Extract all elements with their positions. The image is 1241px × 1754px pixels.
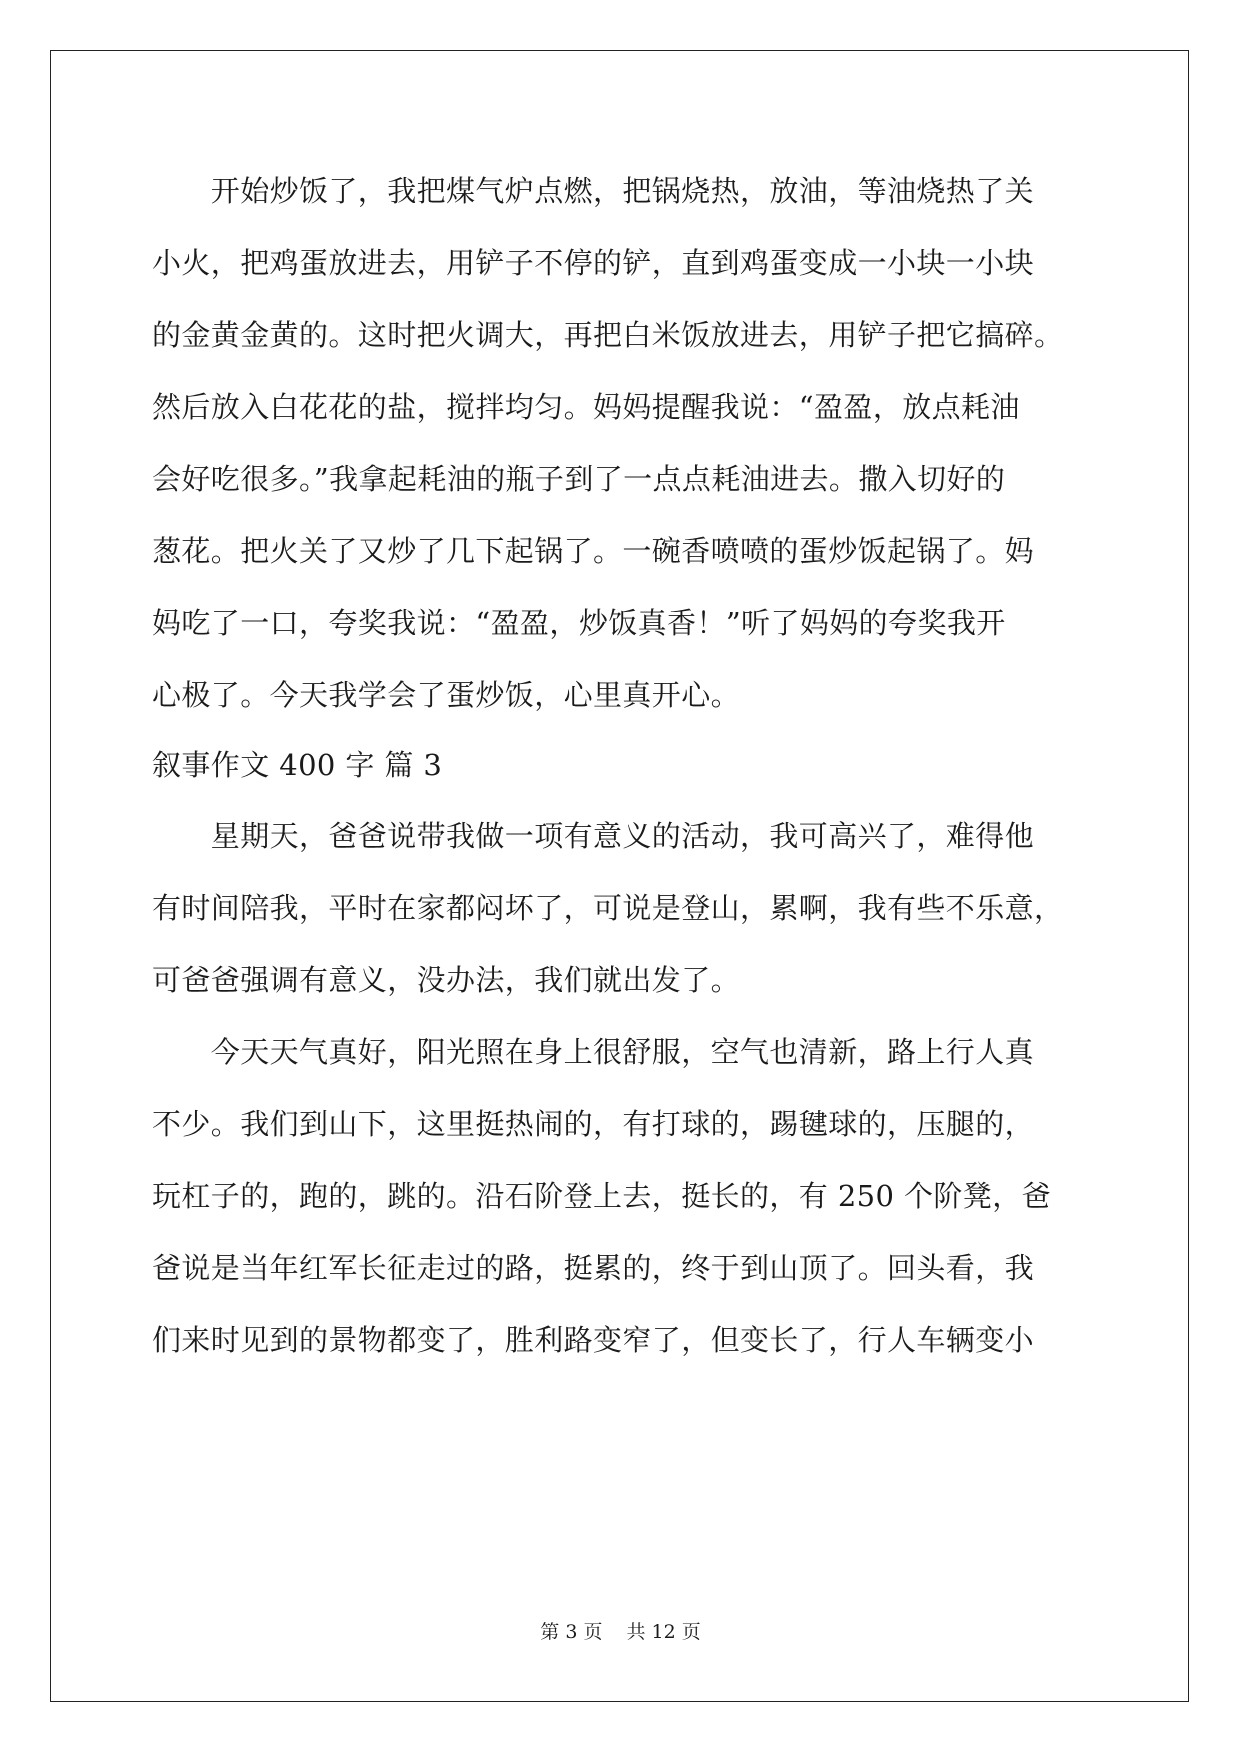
text-line: 小火，把鸡蛋放进去，用铲子不停的铲，直到鸡蛋变成一小块一小块 <box>152 246 1035 280</box>
text-line: 会好吃很多。”我拿起耗油的瓶子到了一点点耗油进去。撒入切好的 <box>152 462 1006 496</box>
text-line: 有时间陪我，平时在家都闷坏了，可说是登山，累啊，我有些不乐意， <box>152 891 1064 925</box>
section-heading: 叙事作文 400 字 篇 3 <box>152 748 443 782</box>
page-footer <box>0 1620 1241 1644</box>
text-line: 玩杠子的，跑的，跳的。沿石阶登上去，挺长的，有 250 个阶凳，爸 <box>152 1179 1051 1213</box>
page-number: 第 3 页 <box>540 1621 603 1643</box>
text-line: 心极了。今天我学会了蛋炒饭，心里真开心。 <box>152 678 741 712</box>
text-line: 星期天，爸爸说带我做一项有意义的活动，我可高兴了，难得他 <box>152 819 1035 853</box>
text-line: 的金黄金黄的。这时把火调大，再把白米饭放进去，用铲子把它搞碎。 <box>152 318 1064 352</box>
text-line: 们来时见到的景物都变了，胜利路变窄了，但变长了，行人车辆变小 <box>152 1323 1035 1357</box>
text-line: 然后放入白花花的盐，搅拌均匀。妈妈提醒我说：“盈盈，放点耗油 <box>152 390 1020 424</box>
page-border <box>50 50 1189 1702</box>
page-total: 共 12 页 <box>626 1621 701 1643</box>
text-line: 不少。我们到山下，这里挺热闹的，有打球的，踢毽球的，压腿的， <box>152 1107 1035 1141</box>
text-line: 爸说是当年红军长征走过的路，挺累的，终于到山顶了。回头看，我 <box>152 1251 1035 1285</box>
text-line: 今天天气真好，阳光照在身上很舒服，空气也清新，路上行人真 <box>152 1035 1035 1069</box>
text-line: 妈吃了一口，夸奖我说：“盈盈，炒饭真香！”听了妈妈的夸奖我开 <box>152 606 1006 640</box>
text-line: 可爸爸强调有意义，没办法，我们就出发了。 <box>152 963 741 997</box>
text-line: 葱花。把火关了又炒了几下起锅了。一碗香喷喷的蛋炒饭起锅了。妈 <box>152 534 1035 568</box>
text-line: 开始炒饭了，我把煤气炉点燃，把锅烧热，放油，等油烧热了关 <box>152 174 1035 208</box>
